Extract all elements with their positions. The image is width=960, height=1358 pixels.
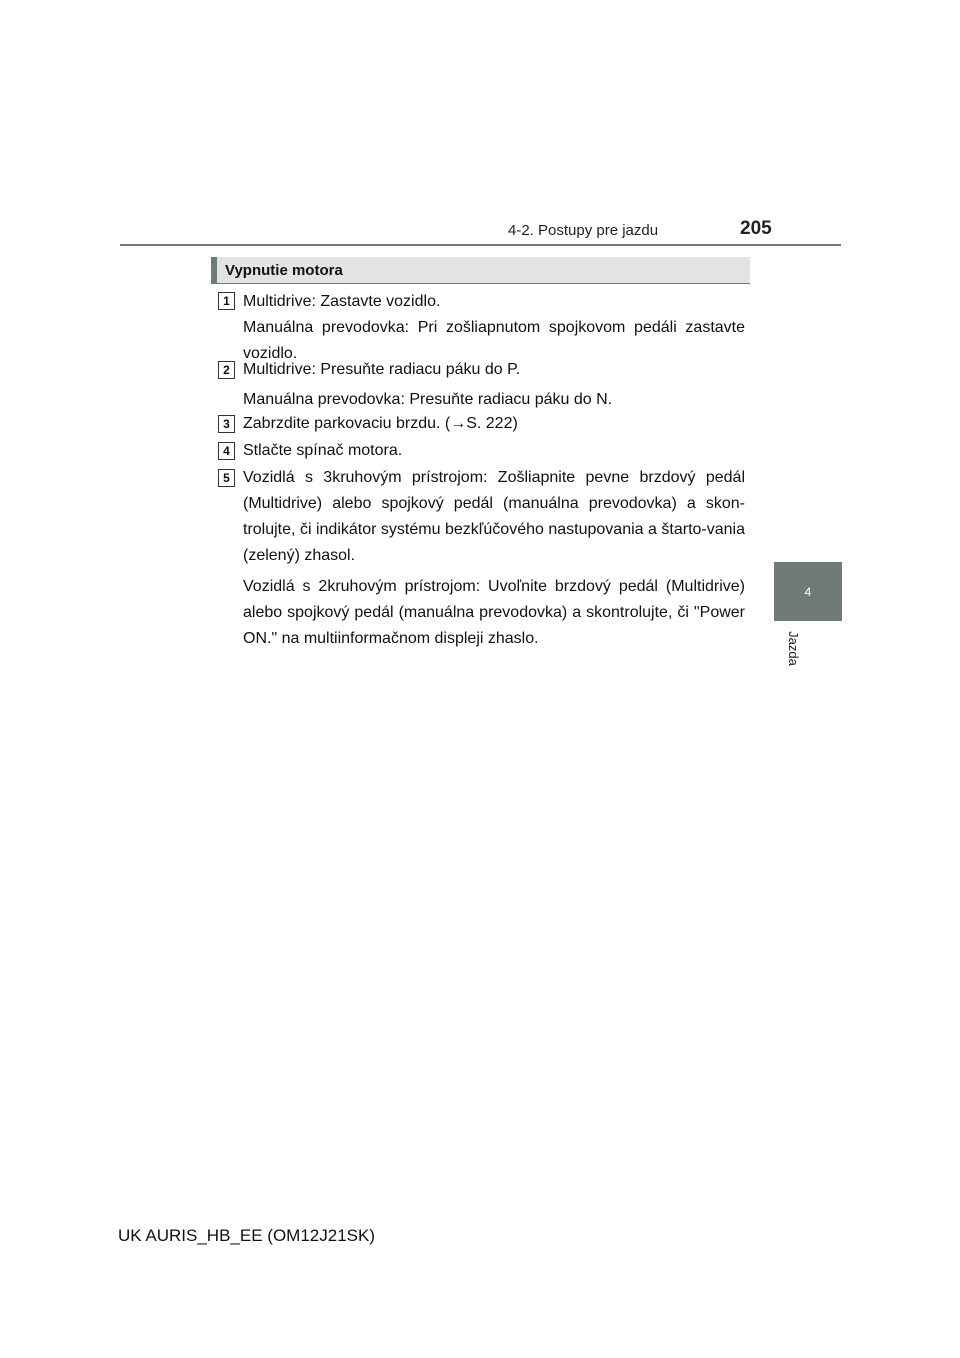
step-4-paragraph-1: Stlačte spínač motora. — [243, 442, 403, 459]
footer-model-code: UK AURIS_HB_EE (OM12J21SK) — [118, 1226, 375, 1245]
section-heading-bar — [211, 257, 217, 283]
step-number-4: 4 — [218, 442, 235, 460]
step-5 — [243, 465, 745, 652]
step-2-paragraph-2: Manuálna prevodovka: Presuňte radiacu páku do N. — [243, 391, 613, 408]
page-number: 205 — [740, 218, 772, 239]
step-1-paragraph-2: Manuálna prevodovka: Pri zošliapnutom spojkovom pedáli zastavte vozidlo. — [243, 319, 745, 362]
section-heading — [211, 257, 750, 284]
step-5-paragraph-1: Vozidlá s 3kruhovým prístrojom: Zošliapnite pevne brzdový pedál (Multidrive) alebo spojkový pedál (manuálna prevodovka) a skon-trolujte, či indikátor systému bezkľúčového nastupovania a štarto-vania (zelený) zhasol. — [243, 469, 745, 564]
step-number-5: 5 — [218, 469, 235, 487]
step-number-1: 1 — [218, 292, 235, 310]
step-5-paragraph-2: Vozidlá s 2kruhovým prístrojom: Uvoľnite brzdový pedál (Multidrive) alebo spojkový pedál (manuálna prevodovka) a skontrolujte, či "Power ON." na multiinformačnom displeji zhaslo. — [243, 578, 745, 647]
chapter-tab — [774, 562, 842, 621]
page-header-section: 4-2. Postupy pre jazdu — [508, 222, 659, 239]
step-4 — [243, 438, 745, 464]
chapter-number: 4 — [804, 584, 812, 599]
step-3-paragraph-1: Zabrzdite parkovaciu brzdu. (→S. 222) — [243, 415, 518, 432]
step-number-3: 3 — [218, 415, 235, 433]
step-2 — [243, 357, 745, 413]
header-rule — [120, 244, 841, 246]
chapter-label: Jazda — [785, 630, 801, 666]
step-3 — [243, 411, 745, 437]
step-number-2: 2 — [218, 361, 235, 379]
step-1-paragraph-1: Multidrive: Zastavte vozidlo. — [243, 293, 441, 310]
step-1 — [243, 289, 745, 367]
step-2-paragraph-1: Multidrive: Presuňte radiacu páku do P. — [243, 361, 521, 378]
section-title: Vypnutie motora — [225, 262, 343, 279]
chapter-label-container — [779, 626, 807, 670]
